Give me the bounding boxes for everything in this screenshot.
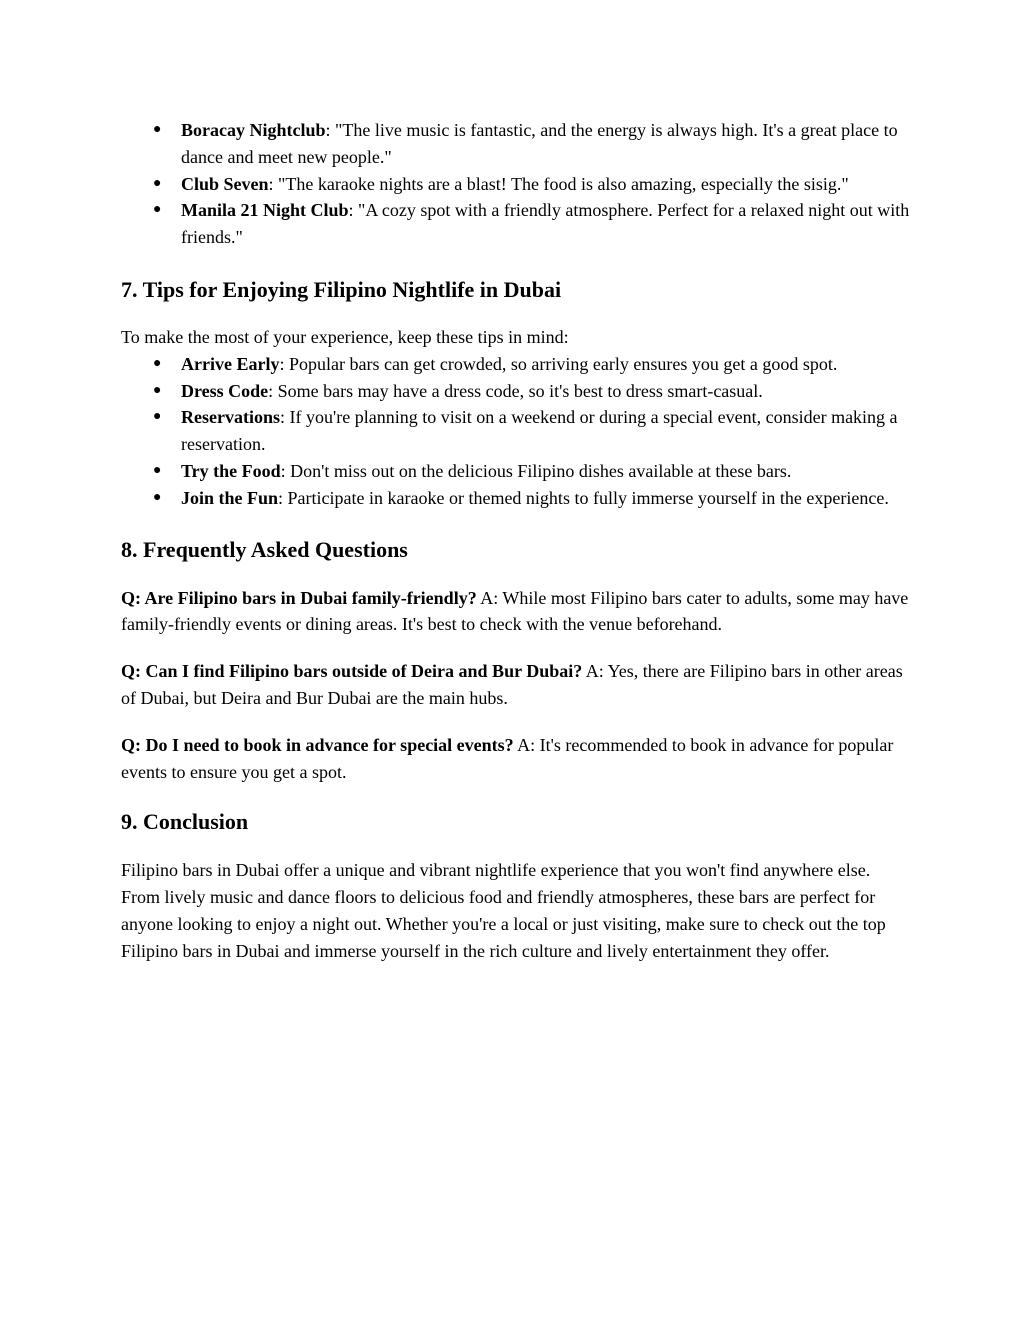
faq-question: Q: Are Filipino bars in Dubai family-friendly? [121,587,477,608]
reviews-list [121,117,911,251]
faq-item [121,585,911,639]
faq-item [121,658,911,712]
faq-answer: A: Yes, there are Filipino bars in other areas of Dubai, but Deira and Bur Dubai are the main hubs. [121,661,903,708]
tip-name: Arrive Early [181,353,280,374]
list-item [121,117,911,171]
list-item [121,485,911,512]
bullet-icon: ● [153,202,162,218]
review-venue-name: Manila 21 Night Club [181,200,349,221]
section-7-intro: To make the most of your experience, keep these tips in mind: [121,326,569,347]
bullet-icon: ● [153,355,162,371]
list-item [121,458,911,485]
list-item [121,378,911,405]
tip-text: : Popular bars can get crowded, so arriving early ensures you get a good spot. [279,353,838,374]
tip-text: : Participate in karaoke or themed nights to fully immerse yourself in the experience. [278,487,889,508]
faq-answer: A: It's recommended to book in advance for popular events to ensure you get a spot. [121,734,894,782]
list-item [121,171,911,198]
section-7-heading: 7. Tips for Enjoying Filipino Nightlife in Dubai [121,276,562,302]
faq-item [121,732,911,786]
tip-name: Try the Food [181,460,281,481]
bullet-icon: ● [153,122,162,137]
tips-list [121,351,911,512]
list-item [121,197,911,251]
bullet-icon: ● [153,489,162,505]
bullet-icon: ● [153,409,162,425]
tip-name: Dress Code [181,380,269,401]
review-text: : "A cozy spot with a friendly atmosphere. Perfect for a relaxed night out with friends." [181,200,910,248]
faq-question: Q: Can I find Filipino bars outside of Deira and Bur Dubai? [121,661,583,682]
bullet-icon: ● [153,462,162,478]
section-8-heading: 8. Frequently Asked Questions [121,536,408,562]
faq-answer: A: While most Filipino bars cater to adults, some may have family-friendly events or dining areas. It's best to check with the venue beforehand. [121,587,909,635]
section-9-heading: 9. Conclusion [121,809,249,835]
list-item [121,351,911,378]
review-text: : "The karaoke nights are a blast! The food is also amazing, especially the sisig." [268,173,849,194]
review-venue-name: Boracay Nightclub [181,120,326,140]
faq-question: Q: Do I need to book in advance for special events? [121,734,514,755]
tip-text: : If you're planning to visit on a weekend or during a special event, consider making a reservation. [181,407,898,455]
tip-name: Reservations [181,407,280,428]
document-page [121,117,911,965]
bullet-icon: ● [153,382,162,398]
tip-text: : Don't miss out on the delicious Filipino dishes available at these bars. [280,460,792,481]
tip-name: Join the Fun [181,487,279,508]
tip-text: : Some bars may have a dress code, so it's best to dress smart-casual. [268,380,763,401]
list-item [121,404,911,458]
review-text: : "The live music is fantastic, and the energy is always high. It's a great place to dance and meet new people." [181,120,898,167]
conclusion-paragraph: Filipino bars in Dubai offer a unique and vibrant nightlife experience that you won't find anywhere else. From lively music and dance floors to delicious food and friendly atmospheres, these bars are perfect for anyone looking to enjoy a night out. Whether you're a local or just visiting, make sure to check out the top Filipino bars in Dubai and immerse yourself in the rich culture and lively entertainment they offer. [121,860,886,961]
review-venue-name: Club Seven [181,173,269,194]
bullet-icon: ● [153,175,162,191]
